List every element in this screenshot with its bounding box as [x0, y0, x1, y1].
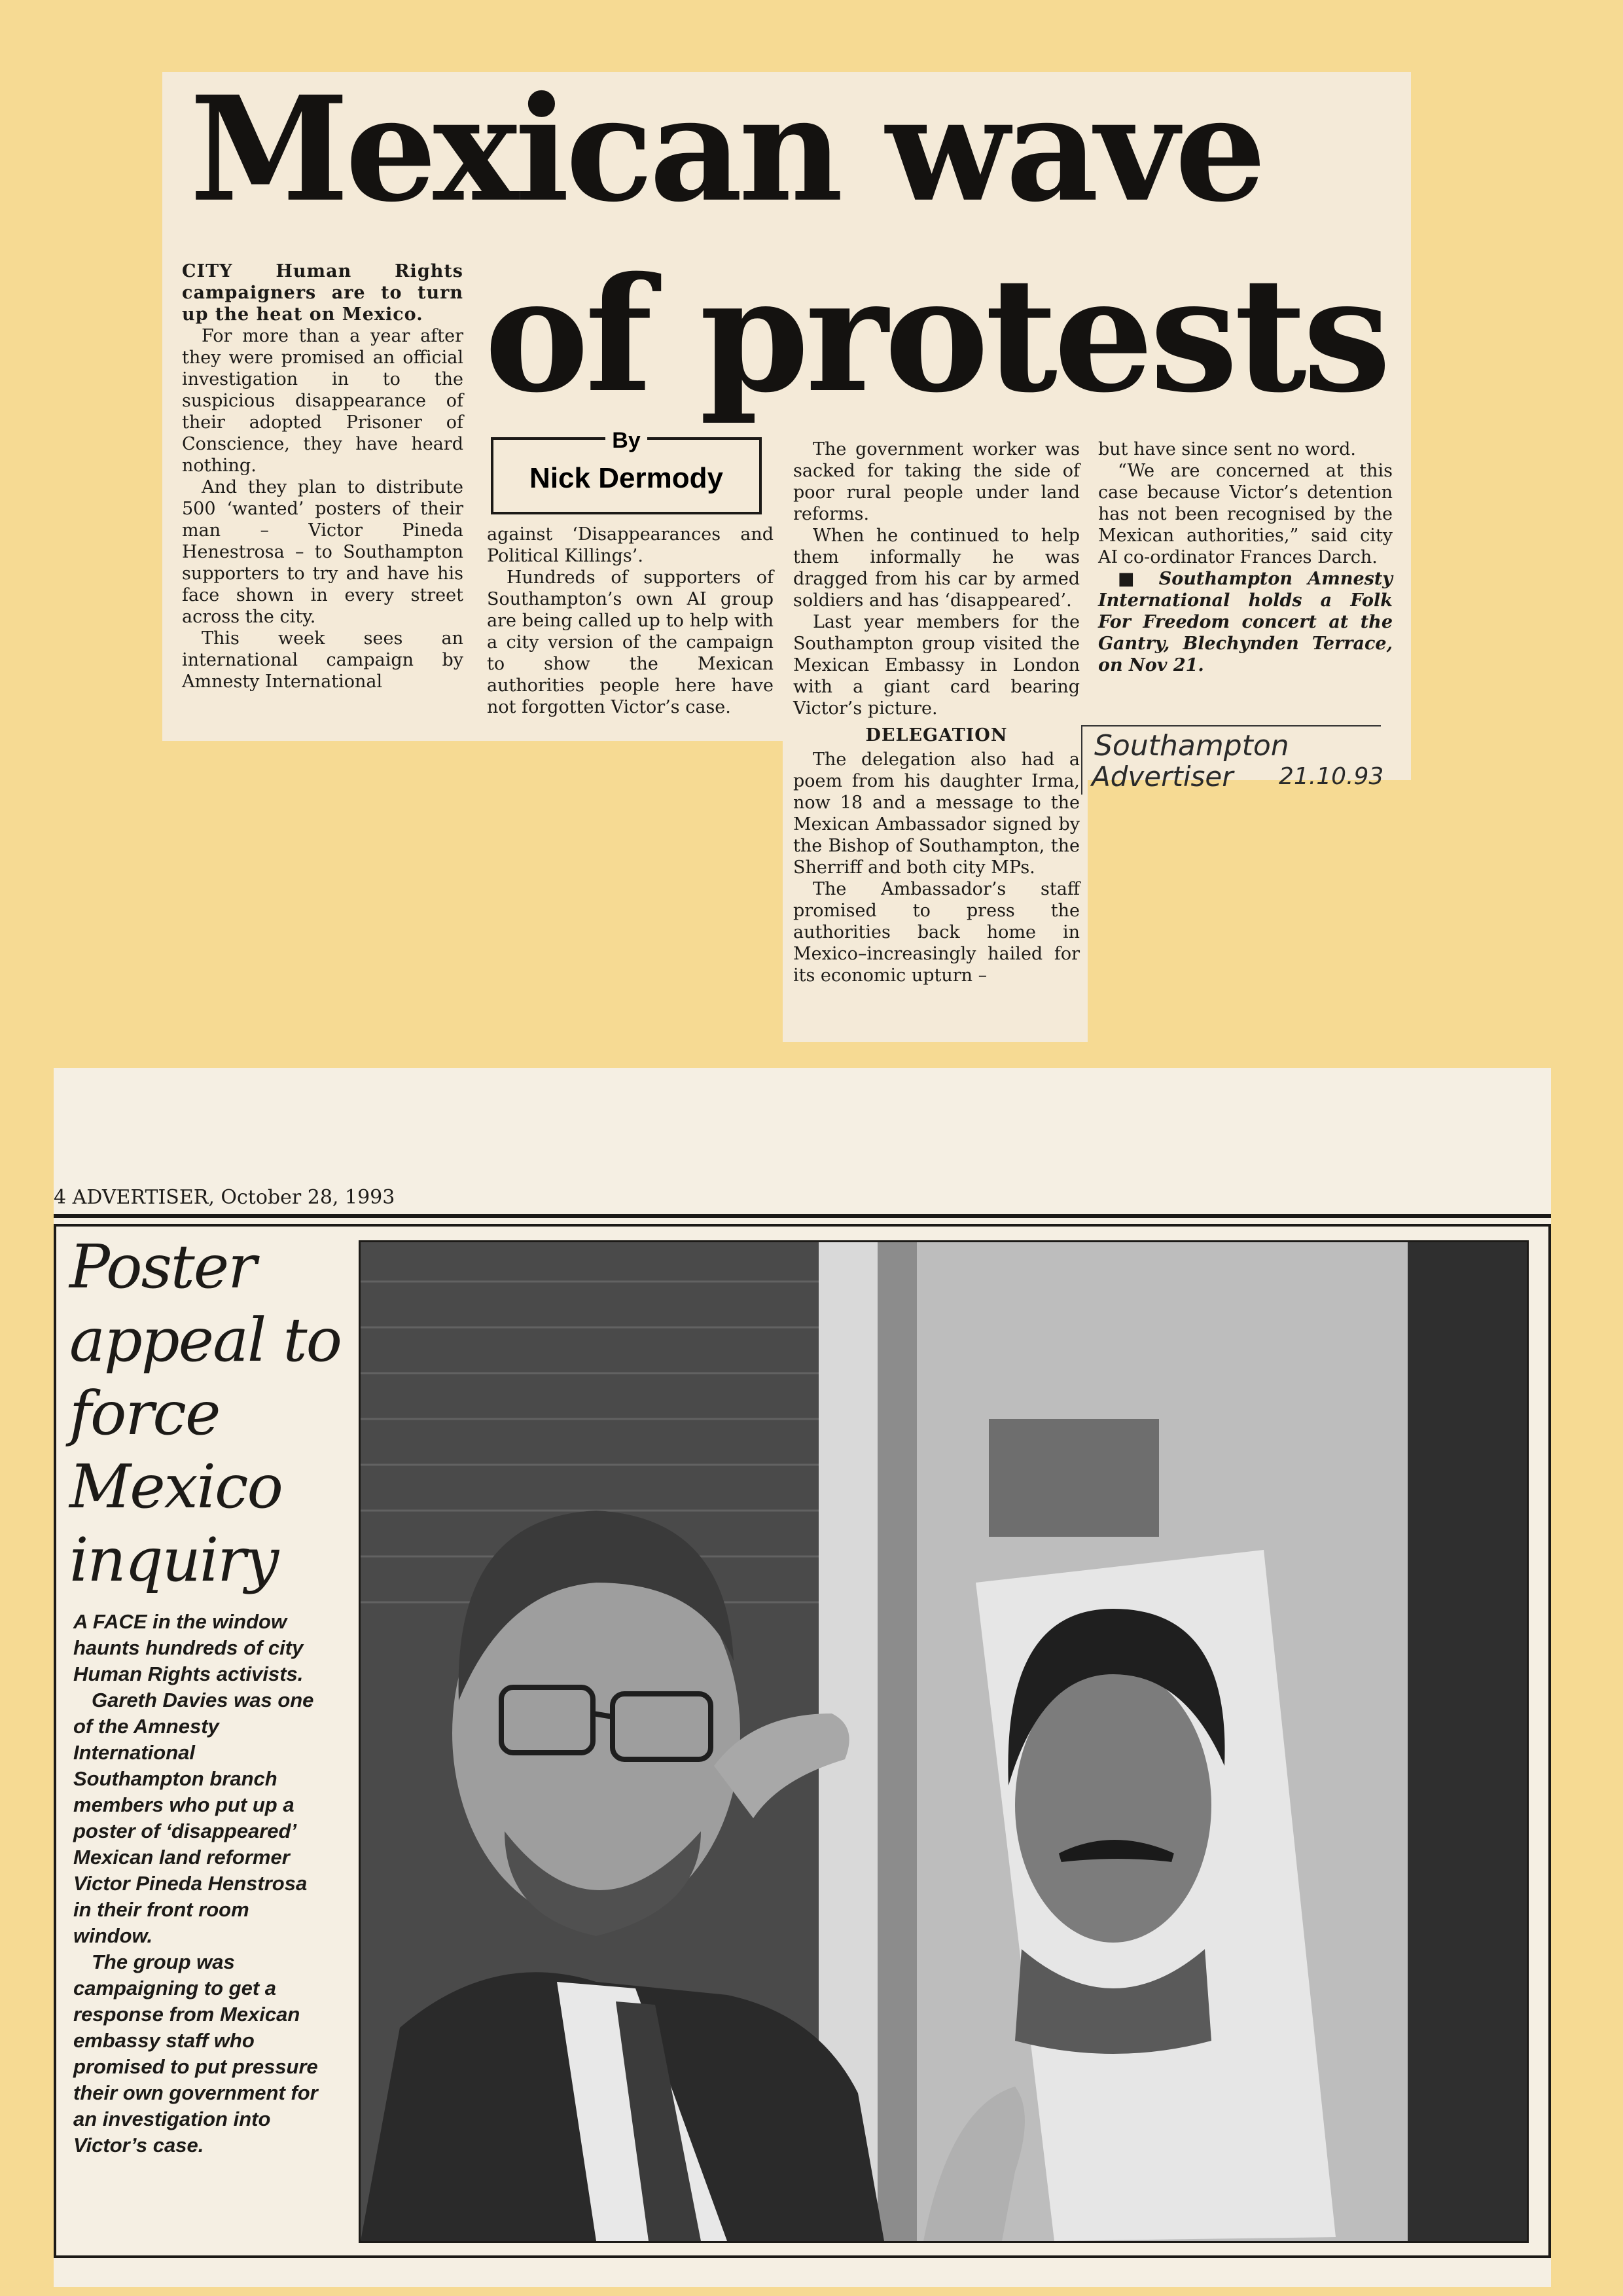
- edition-line: 4 ADVERTISER, October 28, 1993: [54, 1186, 395, 1209]
- article-paragraph: This week sees an international campaign by Amnesty International: [182, 628, 463, 692]
- article-column-2: [487, 524, 774, 718]
- headline-line-1: Mexican wave: [190, 64, 1263, 234]
- article-subhead: DELEGATION: [865, 725, 1008, 745]
- byline-name: Nick Dermody: [529, 462, 723, 494]
- caption-paragraph: Gareth Davies was one of the Amnesty International Southampton branch members who put up a poster of ‘disappeared’ Mexican land reformer Victor Pineda Henstrosa in their front room window.: [73, 1689, 314, 1947]
- handwritten-source-note: [1081, 725, 1384, 795]
- handwritten-paper-name: Southampton: [1094, 729, 1289, 762]
- article-paragraph: The delegation also had a poem from his daughter Irma, now 18 and a message to the Mexican Ambassador signed by the Bishop of Southampton, the Sherriff and both city MPs.: [793, 749, 1080, 878]
- article-column-1: [182, 260, 463, 692]
- article-paragraph: The government worker was sacked for taking the side of poor rural people under land reforms.: [793, 439, 1080, 524]
- article-column-3: [793, 439, 1080, 986]
- article-paragraph: Last year members for the Southampton group visited the Mexican Embassy in London with a giant card bearing Victor’s picture.: [793, 612, 1080, 719]
- news-photo: [359, 1240, 1529, 2243]
- photo-illustration: [361, 1242, 1527, 2241]
- caption-lead: A FACE in the window haunts hundreds of city Human Rights activists.: [73, 1610, 304, 1685]
- article-paragraph: When he continued to help them informally he was dragged from his car by armed soldiers and has ‘disappeared’.: [793, 526, 1080, 611]
- headline-poster-appeal: Poster appeal to force Mexico inquiry: [69, 1232, 341, 1595]
- byline-prefix: By: [605, 428, 647, 453]
- caption-paragraph: The group was campaigning to get a response from Mexican embassy staff who promised to put pressure their own government for an investigation into Victor’s case.: [73, 1950, 318, 2157]
- article-paragraph: Hundreds of supporters of Southampton’s own AI group are being called up to help with a city version of the campaign to show the Mexican authorities people here have not forgotten Victor’s case.: [487, 567, 774, 717]
- photo-caption-text: [73, 1609, 329, 2159]
- handwritten-paper-name-2: Advertiser: [1092, 761, 1234, 793]
- header-rule: [54, 1214, 1551, 1218]
- article-paragraph: For more than a year after they were promised an official investigation in to the suspicious disappearance of their adopted Prisoner of Conscience, they have heard nothing.: [182, 326, 463, 476]
- article-paragraph: And they plan to distribute 500 ‘wanted’ posters of their man – Victor Pineda Henestrosa – to Southampton supporters to try and have his face shown in every street across the city.: [182, 477, 463, 627]
- article-paragraph: but have since sent no word.: [1098, 439, 1356, 459]
- handwritten-date: 21.10.93: [1279, 763, 1384, 790]
- article-lead: CITY Human Rights campaigners are to turn up the heat on Mexico.: [182, 261, 463, 325]
- article-paragraph: “We are concerned at this case because Victor’s detention has not been recognised by the Mexican authorities,” said city AI co-ordinator Frances Darch.: [1098, 461, 1393, 567]
- article-paragraph: The Ambassador’s staff promised to press the authorities back home in Mexico–increasingly hailed for its economic upturn –: [793, 879, 1080, 986]
- headline-line-2: of protests: [484, 243, 1387, 427]
- byline-box: [491, 428, 762, 514]
- article-paragraph: against ‘Disappearances and Political Killings’.: [487, 524, 774, 566]
- event-notice: ■ Southampton Amnesty International holds a Folk For Freedom concert at the Gantry, Blechynden Terrace, on Nov 21.: [1098, 569, 1393, 675]
- article-column-4: [1098, 439, 1393, 676]
